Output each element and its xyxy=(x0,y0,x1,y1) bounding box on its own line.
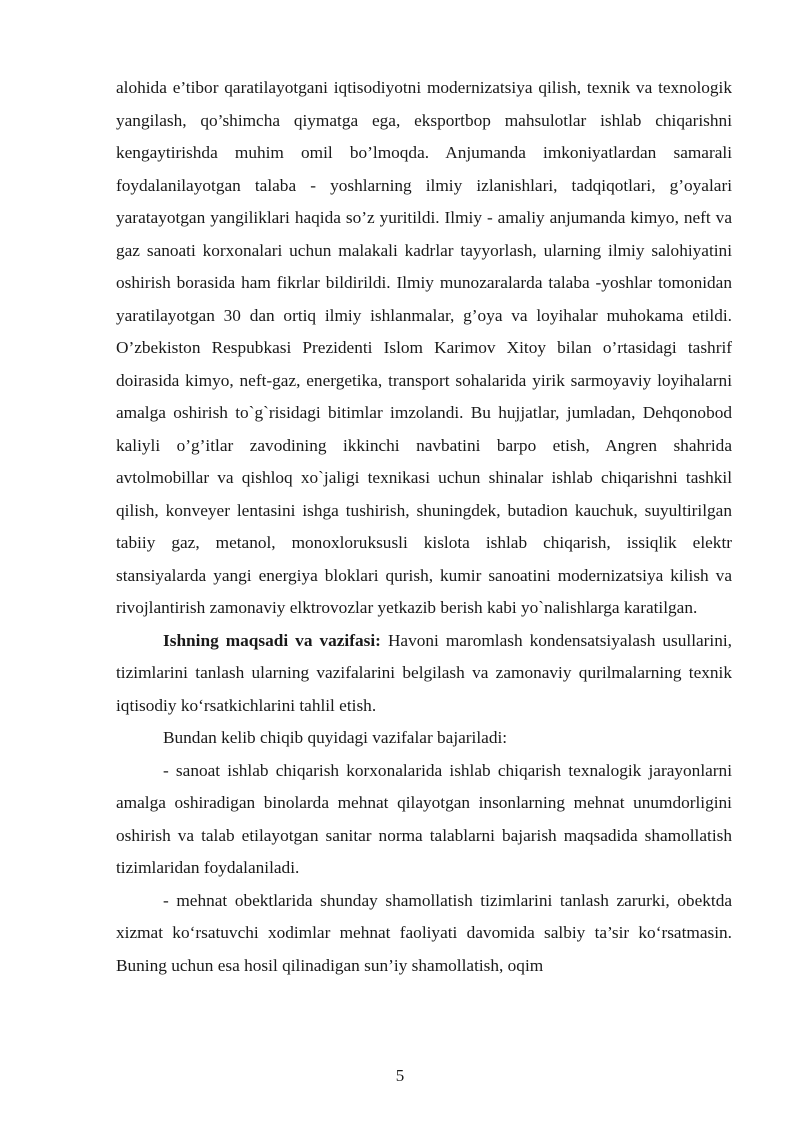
body-text xyxy=(116,72,732,982)
paragraph-tasks-intro: Bundan kelib chiqib quyidagi vazifalar bajariladi: xyxy=(163,728,508,747)
page-number: 5 xyxy=(395,1066,405,1085)
paragraph-task-2: - mehnat obektlarida shunday shamollatish tizimlarini tanlash zarurki, obektda xizmat ko‘rsatuvchi xodimlar mehnat faoliyati davomida salbiy ta’sir ko‘rsatmasin. Buning uchun esa hosil qilinadigan sun’iy shamollatish, oqim xyxy=(116,890,732,975)
goal-text: Havoni maromlash kondensatsiyalash usullarini, tizimlarini tanlash ularning vazifalarini belgilash va zamonaviy qurilmalarning texnik iqtisodiy ko‘rsatkichlarini tahlil etish. xyxy=(116,630,732,715)
paragraph-task-1: - sanoat ishlab chiqarish korxonalarida ishlab chiqarish texnalogik jarayonlarni amalga oshiradigan binolarda mehnat qilayotgan insonlarning mehnat unumdorligini oshirish va talab etilayotgan sanitar norma talablarni bajarish maqsadida shamollatish tizimlaridan foydalaniladi. xyxy=(116,760,732,877)
paragraph-intro: alohida e’tibor qaratilayotgani iqtisodiyotni modernizatsiya qilish, texnik va texnologik yangilash, qo’shimcha qiymatga ega, eksportbop mahsulotlar ishlab chiqarishni kengaytirishda muhim omil bo’lmoqda. Anjumanda imkoniyatlardan samarali foydalanilayotgan talaba - yoshlarning ilmiy izlanishlari, tadqiqotlari, g’oyalari yaratayotgan yangiliklari haqida so’z yuritildi. Ilmiy - amaliy anjumanda kimyo, neft va gaz sanoati korxonalari uchun malakali kadrlar tayyorlash, ularning ilmiy salohiyatini oshirish borasida ham fikrlar bildirildi. Ilmiy munozaralarda talaba -yoshlar tomonidan yaratilayotgan 30 dan ortiq ilmiy ishlanmalar, g’oya va loyihalar muhokama etildi. O’zbekiston Respubkasi Prezidenti Islom Karimov Xitoy bilan o’rtasidagi tashrif doirasida kimyo, neft-gaz, energetika, transport sohalarida yirik sarmoyaviy loyihalarni amalga oshirish to`g`risidagi bitimlar imzolandi. Bu hujjatlar, jumladan, Dehqonobod kaliyli o’g’itlar zavodining ikkinchi navbatini barpo etish, Angren shahrida avtolmobillar va qishloq xo`jaligi texnikasi uchun shinalar ishlab chiqarishni tashkil qilish, konveyer lentasini ishga tushirish, shuningdek, butadion kauchuk, suyultirilgan tabiiy gaz, metanol, monoxloruksusli kislota ishlab chiqarish, issiqlik elektr stansiyalarda yangi energiya bloklari qurish, kumir sanoatini modernizatsiya kilish va rivojlantirish zamonaviy elktrovozlar yetkazib berish kabi yo`nalishlarga karatilgan. xyxy=(116,78,732,617)
paragraph-goal xyxy=(116,625,732,723)
goal-heading: Ishning maqsadi va vazifasi: xyxy=(163,630,381,650)
